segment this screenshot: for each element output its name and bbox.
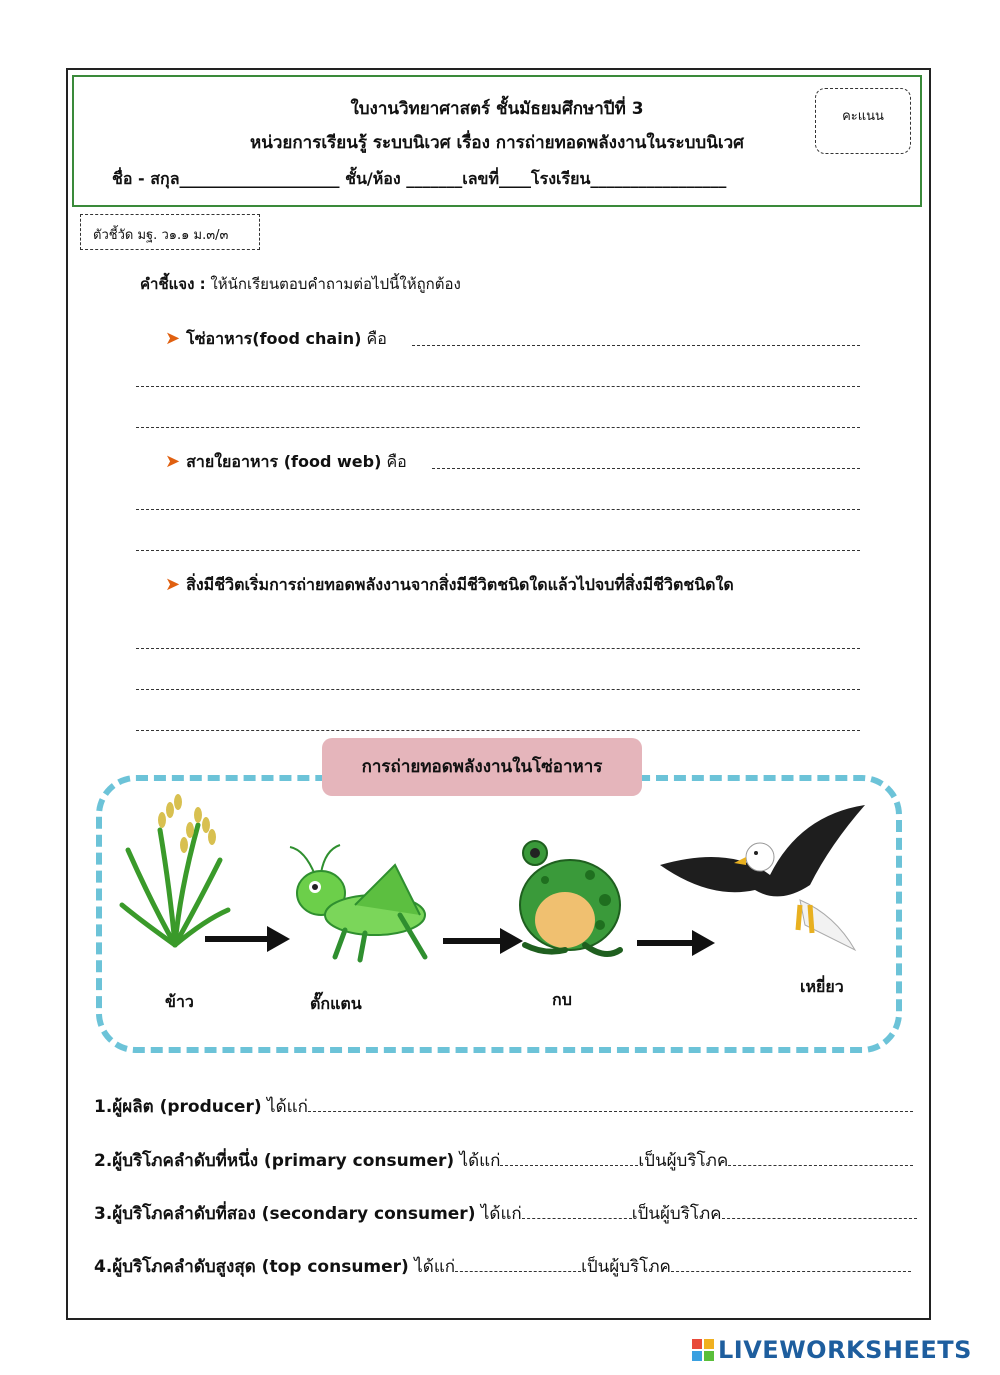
answer-line[interactable] [136,386,860,387]
arrow-bullet-icon: ➤ [165,328,181,349]
answer-3-label: 3.ผู้บริโภคลำดับที่สอง (secondary consumer) [94,1204,476,1224]
answer-3-blank-a[interactable] [522,1204,632,1219]
answer-3-suffix: เป็นผู้บริโภค [631,1204,722,1224]
food-chain-title: การถ่ายทอดพลังงานในโซ่อาหาร [322,738,642,796]
question-2 [165,450,407,475]
logo-text: LIVEWORKSHEETS [718,1336,972,1364]
answer-primary-consumer [94,1147,913,1174]
question-2-suffix: คือ [381,452,407,471]
score-box [815,88,911,154]
answer-1-label: 1.ผู้ผลิต (producer) [94,1097,262,1117]
answer-3-prefix: ได้แก่ [475,1204,522,1224]
arrow-right-icon [443,928,523,954]
answer-3-blank-b[interactable] [722,1204,917,1219]
answer-line[interactable] [136,509,860,510]
arrow-bullet-icon: ➤ [165,574,181,595]
worksheet-frame [66,68,931,1320]
answer-secondary-consumer [94,1200,917,1227]
answer-top-consumer [94,1253,911,1280]
question-3-text: สิ่งมีชีวิตเริ่มการถ่ายทอดพลังงานจากสิ่งมีชีวิตชนิดใดแล้วไปจบที่สิ่งมีชีวิตชนิดใด [186,575,734,594]
question-3 [165,573,734,598]
frog-icon [505,825,635,965]
arrow-right-icon [637,930,715,956]
score-label: คะแนน [842,109,884,124]
answer-line[interactable] [136,689,860,690]
instructions [140,272,461,296]
answer-line[interactable] [136,427,860,428]
answer-4-blank-b[interactable] [671,1257,911,1272]
organism-label-eagle: เหยี่ยว [800,977,844,996]
answer-line[interactable] [136,550,860,551]
answer-4-prefix: ได้แก่ [408,1257,456,1277]
answer-1-blank[interactable] [308,1097,913,1112]
answer-2-label: 2.ผู้บริโภคลำดับที่หนึ่ง (primary consumer) [94,1151,455,1171]
arrow-bullet-icon: ➤ [165,451,181,472]
organism-label-grasshopper: ตั๊กแตน [310,994,362,1013]
answer-4-blank-a[interactable] [455,1257,581,1272]
answer-2-suffix: เป็นผู้บริโภค [638,1151,729,1171]
indicator-box [80,214,260,250]
unit-title: หน่วยการเรียนรู้ ระบบนิเวศ เรื่อง การถ่ายทอดพลังงานในระบบนิเวศ [250,133,744,153]
answer-line[interactable] [136,730,860,731]
liveworksheets-logo [692,1336,972,1364]
answer-4-label: 4.ผู้บริโภคลำดับสูงสุด (top consumer) [94,1257,409,1277]
worksheet-title: ใบงานวิทยาศาสตร์ ชั้นมัธยมศึกษาปีที่ 3 [350,99,644,119]
question-1 [165,327,387,352]
answer-line[interactable] [412,345,860,346]
organism-label-rice: ข้าว [165,992,194,1011]
student-info-line: ชื่อ - สกุล____________________ ชั้น/ห้อง _______เลขที่____โรงเรียน_________________ [112,169,727,188]
answer-4-suffix: เป็นผู้บริโภค [581,1257,671,1277]
answer-line[interactable] [432,468,860,469]
indicator-text: ตัวชี้วัด มฐ. ว๑.๑ ม.๓/๓ [93,228,229,243]
liveworksheets-badge-icon [692,1339,714,1361]
instructions-text: ให้นักเรียนตอบคำถามต่อไปนี้ให้ถูกต้อง [205,275,461,293]
answer-producer [94,1093,913,1120]
instructions-label: คำชี้แจง : [140,275,206,293]
question-2-text: สายใยอาหาร (food web) [186,452,382,471]
grasshopper-icon [285,845,435,965]
answer-2-prefix: ได้แก่ [454,1151,501,1171]
arrow-right-icon [205,926,290,952]
question-1-suffix: คือ [361,329,387,348]
answer-2-blank-b[interactable] [728,1151,913,1166]
organism-label-frog: กบ [552,990,572,1009]
answer-1-prefix: ได้แก่ [261,1097,308,1117]
answer-2-blank-a[interactable] [500,1151,638,1166]
question-1-text: โซ่อาหาร(food chain) [186,329,362,348]
header-box [72,75,922,207]
answer-line[interactable] [136,648,860,649]
